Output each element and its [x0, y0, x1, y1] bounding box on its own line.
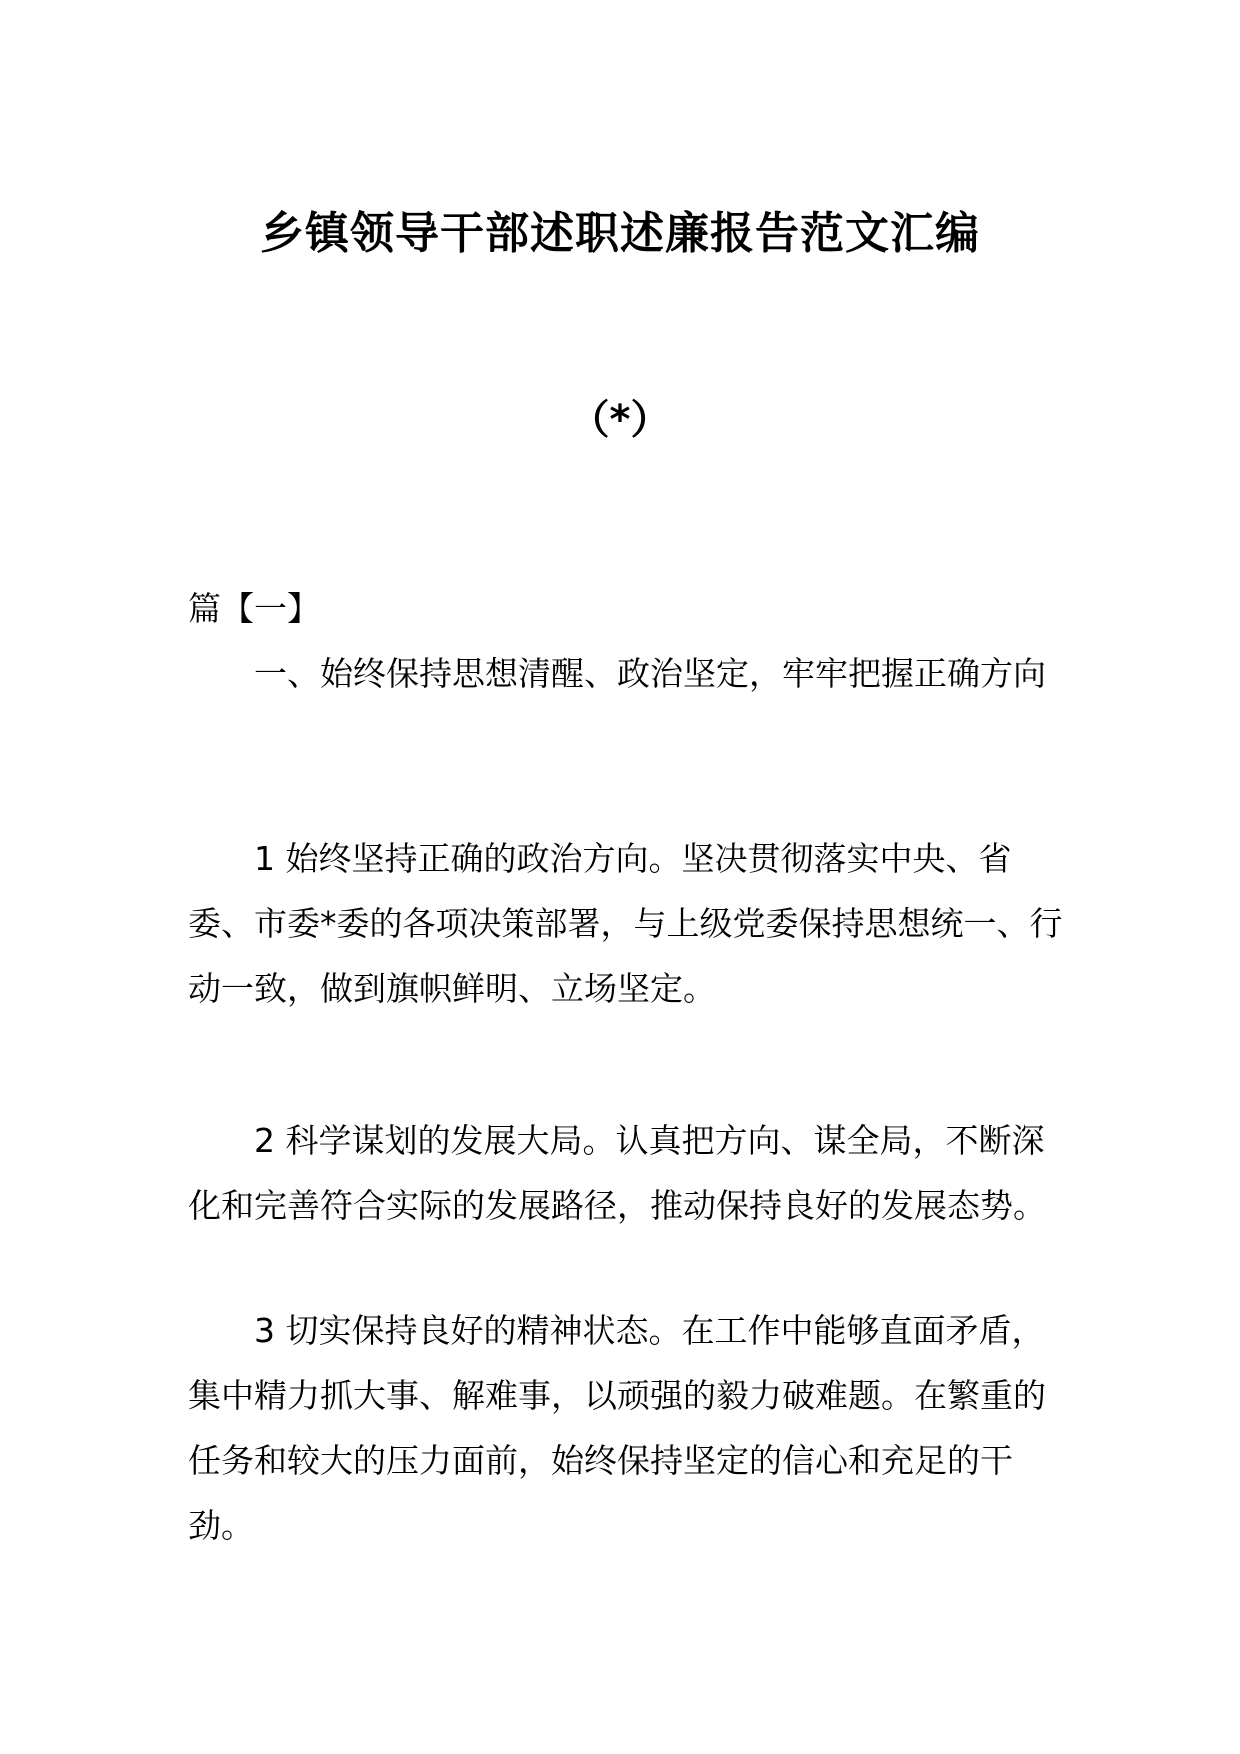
document-subtitle: （*）: [569, 397, 671, 443]
section-heading: 一、始终保持思想清醒、政治坚定，牢牢把握正确方向: [254, 654, 1046, 693]
document-title: 乡镇领导干部述职述廉报告范文汇编: [260, 208, 980, 259]
paragraph-2: 2 科学谋划的发展大局。认真把方向、谋全局，不断深化和完善符合实际的发展路径，推动保持良好的发展态势。: [188, 1121, 1046, 1225]
paragraph-1: 1 始终坚持正确的政治方向。坚决贯彻落实中央、省委、市委*委的各项决策部署，与上级党委保持思想统一、行动一致，做到旗帜鲜明、立场坚定。: [188, 839, 1063, 1008]
paragraph-3: 3 切实保持良好的精神状态。在工作中能够直面矛盾，集中精力抓大事、解难事，以顽强的毅力破难题。在繁重的任务和较大的压力面前，始终保持坚定的信心和充足的干劲。: [188, 1311, 1046, 1545]
section-label: 篇【一】: [188, 589, 320, 628]
